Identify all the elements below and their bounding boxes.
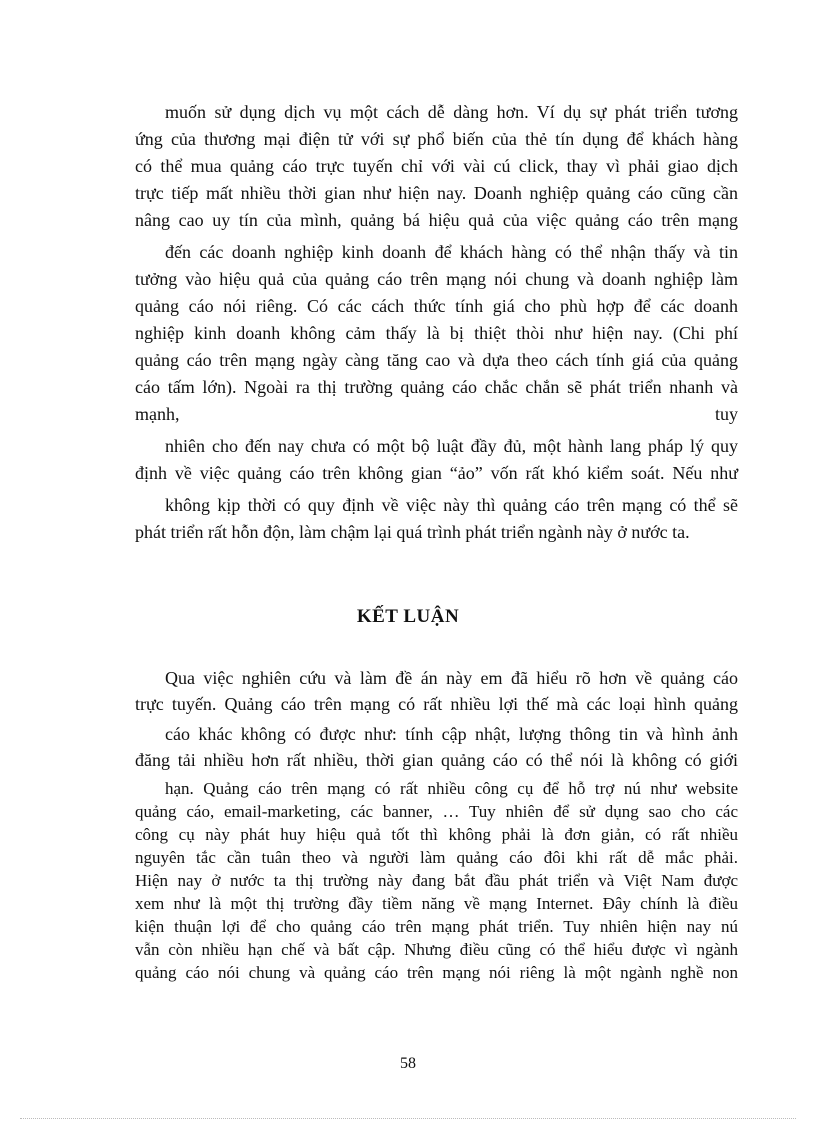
text-line: phát triển rất hỗn độn, làm chậm lại quá trình phát triển ngành này ở nước ta. <box>135 522 690 542</box>
text-line: hạn. Quảng cáo trên mạng có rất nhiều công cụ để hỗ trợ nú như website <box>165 779 738 798</box>
text-line: cáo khác không có được như: tính cập nhật, lượng thông tin và hình ảnh <box>165 724 738 744</box>
text-line: đăng tải nhiều hơn rất nhiều, thời gian quảng cáo có thể nói là không có giới <box>135 750 738 770</box>
text-line: Qua việc nghiên cứu và làm đề án này em đã hiểu rõ hơn về quảng cáo <box>165 668 738 688</box>
text-line: vẫn còn nhiều hạn chế và bất cập. Nhưng điều cũng có thể hiểu được vì ngành <box>135 940 738 959</box>
text-line: trực tuyến. Quảng cáo trên mạng có rất nhiều lợi thế mà các loại hình quảng <box>135 694 738 714</box>
page-bottom-rule <box>20 1118 796 1119</box>
text-line: nâng cao uy tín của mình, quảng bá hiệu quả của việc quảng cáo trên mạng <box>135 210 738 230</box>
section-heading: KẾT LUẬN <box>356 606 460 627</box>
text-line: nghiệp kinh doanh không cảm thấy là bị thiệt thòi như hiện nay. (Chi phí <box>135 323 738 343</box>
text-line: có thể mua quảng cáo trực tuyến chỉ với vài cú click, thay vì phải giao dịch <box>135 156 738 176</box>
text-line: công cụ này phát huy hiệu quả tốt thì không phải là đơn giản, có rất nhiều <box>135 825 738 844</box>
text-line: nhiên cho đến nay chưa có một bộ luật đầy đủ, một hành lang pháp lý quy <box>165 436 738 456</box>
page-number: 58 <box>400 1055 416 1072</box>
text-line: Hiện nay ở nước ta thị trường này đang bắt đầu phát triển và Việt Nam được <box>135 871 738 890</box>
text-line: không kịp thời có quy định về việc này thì quảng cáo trên mạng có thể sẽ <box>165 495 738 515</box>
text-line: quảng cáo, email-marketing, các banner, … Tuy nhiên để sử dụng sao cho các <box>135 802 738 821</box>
text-line: quảng cáo trên mạng ngày càng tăng cao và dựa theo cách tính giá của quảng <box>135 350 738 370</box>
text-line: nguyên tắc cần tuân theo và người làm quảng cáo đôi khi rất dễ mắc phải. <box>135 848 738 867</box>
text-line: muốn sử dụng dịch vụ một cách dễ dàng hơn. Ví dụ sự phát triển tương <box>165 102 738 122</box>
text-line: trực tiếp mất nhiều thời gian như hiện nay. Doanh nghiệp quảng cáo cũng cần <box>135 183 738 203</box>
text-line: đến các doanh nghiệp kinh doanh để khách hàng có thể nhận thấy và tin <box>165 242 738 262</box>
text-line: quảng cáo nói riêng. Có các cách thức tính giá cho phù hợp để các doanh <box>135 296 738 316</box>
text-line: cáo tấm lớn). Ngoài ra thị trường quảng cáo chắc chắn sẽ phát triển nhanh và <box>135 377 738 397</box>
text-line: tưởng vào hiệu quả của quảng cáo trên mạng nói chung và doanh nghiệp làm <box>135 269 738 289</box>
text-line: ứng của thương mại điện tử với sự phổ biến của thẻ tín dụng để khách hàng <box>135 129 738 149</box>
text-line: mạnh, tuy <box>135 404 738 424</box>
text-line: quảng cáo nói chung và quảng cáo trên mạng nói riêng là một ngành nghề non <box>135 963 738 982</box>
text-line: kiện thuận lợi để cho quảng cáo trên mạng phát triển. Tuy nhiên hiện nay nú <box>135 917 738 936</box>
text-line: định về việc quảng cáo trên không gian “ảo” vốn rất khó kiểm soát. Nếu như <box>135 463 738 483</box>
text-line: xem như là một thị trường đầy tiềm năng về mạng Internet. Đây chính là điều <box>135 894 738 913</box>
